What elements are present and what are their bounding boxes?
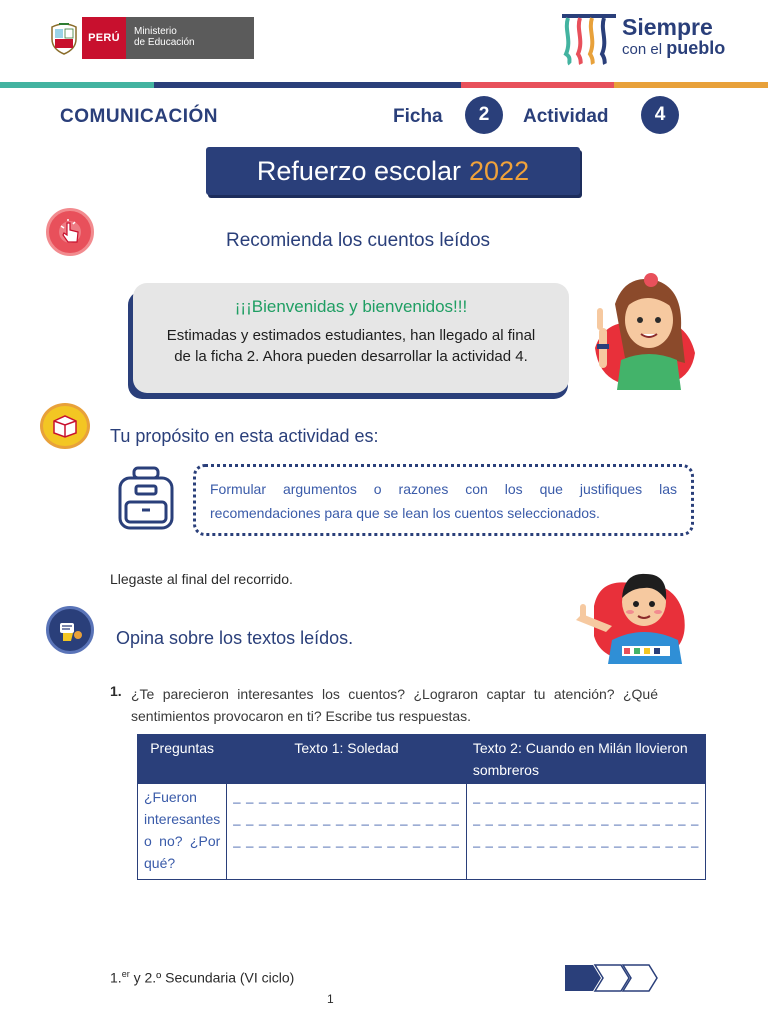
answer-cell-texto-1[interactable] <box>227 784 467 880</box>
slogan-text <box>622 14 725 58</box>
siempre-con-el-pueblo-logo <box>560 10 730 66</box>
ministry-line-2: de Educación <box>134 37 195 48</box>
answer-line: _ _ _ _ _ _ _ _ _ _ _ _ _ _ _ _ _ _ <box>472 789 700 804</box>
opinion-hand-icon <box>46 606 94 654</box>
minedu-logo <box>46 17 254 59</box>
ribbons-icon <box>560 10 618 66</box>
backpack-icon <box>114 466 178 532</box>
purpose-title: Tu propósito en esta actividad es: <box>110 426 379 446</box>
answer-line: _ _ _ _ _ _ _ _ _ _ _ _ _ _ _ _ _ _ <box>472 833 700 848</box>
ministry-line-1: Ministerio <box>134 26 177 37</box>
section-title: Recomienda los cuentos leídos <box>226 230 491 251</box>
welcome-message: Estimadas y estimados estudiantes, han llegado al final de la ficha 2. Ahora pueden desarrollar la actividad 4. <box>166 327 536 365</box>
table-header-row <box>138 735 706 784</box>
table-header-cell: Preguntas <box>138 735 227 784</box>
subject-title: COMUNICACIÓN <box>60 106 218 127</box>
ficha-number-badge: 2 <box>465 96 503 134</box>
answer-line: _ _ _ _ _ _ _ _ _ _ _ _ _ _ _ _ _ _ <box>472 811 700 826</box>
end-of-path-text: Llegaste al final del recorrido. <box>110 571 293 587</box>
table-row <box>138 784 706 880</box>
grade-footer: 1.$^{er}$ y 2.º Secundaria (VI ciclo) <box>110 969 295 986</box>
box-icon <box>40 403 90 449</box>
slogan-line-2: con el pueblo <box>622 38 726 58</box>
page-number: 1 <box>327 992 334 1006</box>
peru-label: PERÚ <box>82 17 126 59</box>
table-header-cell: Texto 2: Cuando en Milán llovieron sombreros <box>466 735 706 784</box>
refuerzo-escolar-banner <box>206 147 580 195</box>
question-text: ¿Te parecieron interesantes los cuentos? ¿Lograron captar tu atención? ¿Qué sentimientos provocaron en ti? Escribe tus respuestas. <box>131 686 658 724</box>
opina-title: Opina sobre los textos leídos. <box>116 628 354 648</box>
banner-year: 2022 <box>469 155 530 186</box>
progress-chevrons-icon <box>563 963 659 993</box>
response-table <box>137 734 706 880</box>
table-cell-question: ¿Fueron interesantes o no? ¿Por qué? <box>138 784 227 880</box>
activity-label: Actividad <box>523 106 609 127</box>
banner-text: Refuerzo escolar <box>256 155 462 186</box>
question-number: 1. <box>110 683 122 699</box>
activity-number-badge: 4 <box>641 96 679 134</box>
slogan-line-1: Siempre <box>622 14 713 40</box>
answer-line: _ _ _ _ _ _ _ _ _ _ _ _ _ _ _ _ _ _ <box>233 811 460 826</box>
answer-line: _ _ _ _ _ _ _ _ _ _ _ _ _ _ _ _ _ _ <box>233 789 460 804</box>
coat-of-arms-icon <box>46 17 82 59</box>
boy-illustration <box>566 566 694 664</box>
girl-illustration <box>585 268 710 394</box>
welcome-heading: ¡¡¡Bienvenidas y bienvenidos!!! <box>234 297 468 316</box>
welcome-bubble <box>128 283 570 399</box>
answer-line: _ _ _ _ _ _ _ _ _ _ _ _ _ _ _ _ _ _ <box>233 833 460 848</box>
header-color-bar <box>0 82 768 88</box>
purpose-box: Formular argumentos o razones con los que justifiques las recomendaciones para que se lean los cuentos seleccionados. <box>193 464 694 536</box>
answer-cell-texto-2[interactable] <box>466 784 706 880</box>
ficha-label: Ficha <box>393 106 443 127</box>
touch-hand-icon <box>46 208 94 256</box>
ministry-label <box>126 17 254 59</box>
table-header-cell: Texto 1: Soledad <box>227 735 467 784</box>
